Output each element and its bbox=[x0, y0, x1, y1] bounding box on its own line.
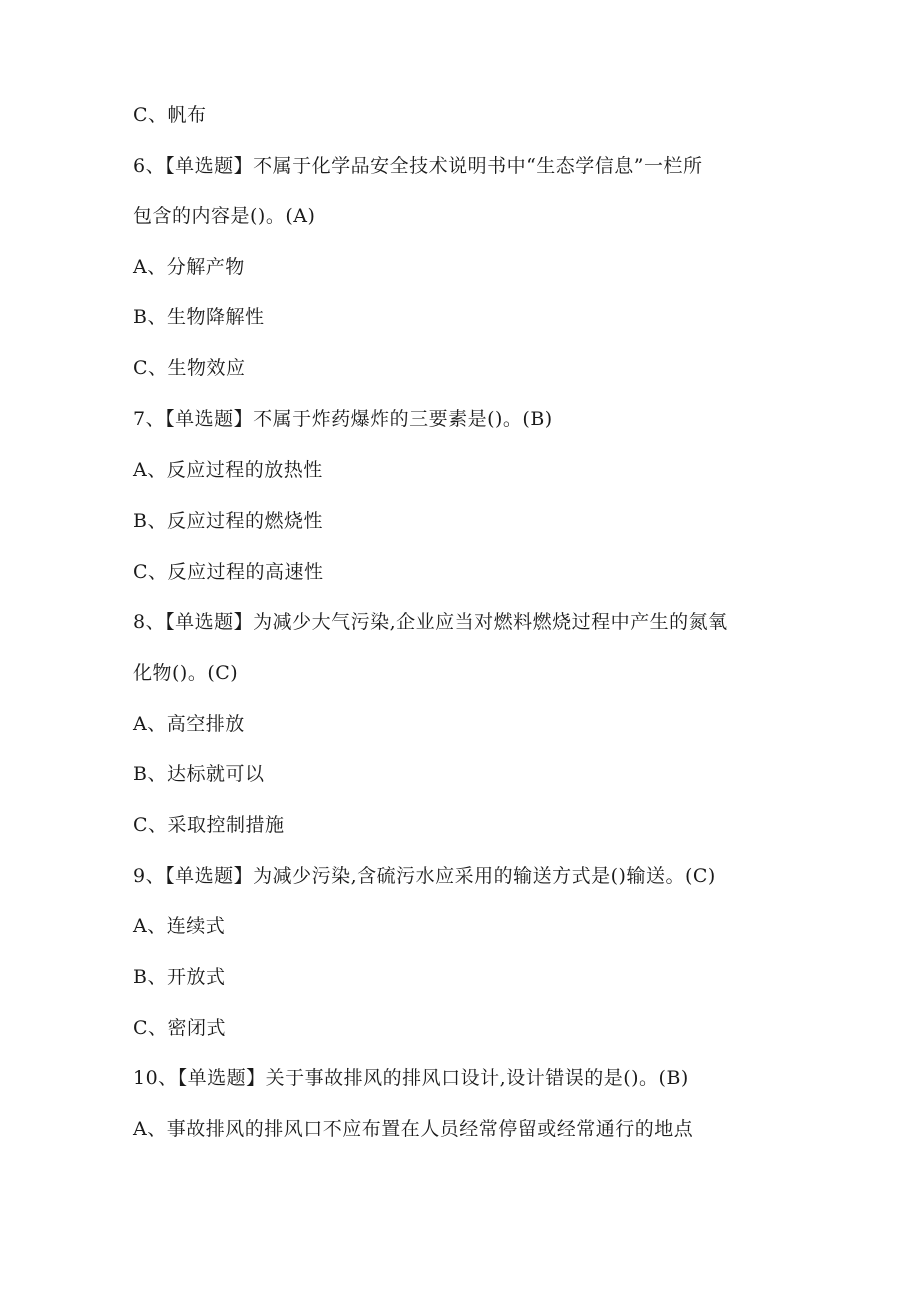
option-8a: A、高空排放 bbox=[133, 713, 245, 735]
option-9a: A、连续式 bbox=[133, 915, 226, 937]
option-6a: A、分解产物 bbox=[133, 256, 245, 278]
option-6c: C、生物效应 bbox=[133, 357, 246, 379]
question-7: 7、【单选题】不属于炸药爆炸的三要素是()。(B) bbox=[133, 408, 553, 430]
option-8b: B、达标就可以 bbox=[133, 763, 265, 785]
option-6b: B、生物降解性 bbox=[133, 306, 265, 328]
question-9: 9、【单选题】为减少污染,含硫污水应采用的输送方式是()输送。(C) bbox=[133, 865, 716, 887]
option-7b: B、反应过程的燃烧性 bbox=[133, 510, 323, 532]
question-8-line-2: 化物()。(C) bbox=[133, 662, 239, 684]
question-6-line-2: 包含的内容是()。(A) bbox=[133, 205, 316, 227]
option-9b: B、开放式 bbox=[133, 966, 226, 988]
option-5c: C、帆布 bbox=[133, 104, 207, 126]
question-10: 10、【单选题】关于事故排风的排风口设计,设计错误的是()。(B) bbox=[133, 1067, 689, 1089]
question-6-line-1: 6、【单选题】不属于化学品安全技术说明书中“生态学信息”一栏所 bbox=[133, 155, 703, 177]
question-8-line-1: 8、【单选题】为减少大气污染,企业应当对燃料燃烧过程中产生的氮氧 bbox=[133, 611, 728, 633]
option-10a: A、事故排风的排风口不应布置在人员经常停留或经常通行的地点 bbox=[133, 1118, 694, 1140]
option-9c: C、密闭式 bbox=[133, 1017, 227, 1039]
option-7a: A、反应过程的放热性 bbox=[133, 459, 323, 481]
option-7c: C、反应过程的高速性 bbox=[133, 561, 324, 583]
option-8c: C、采取控制措施 bbox=[133, 814, 285, 836]
